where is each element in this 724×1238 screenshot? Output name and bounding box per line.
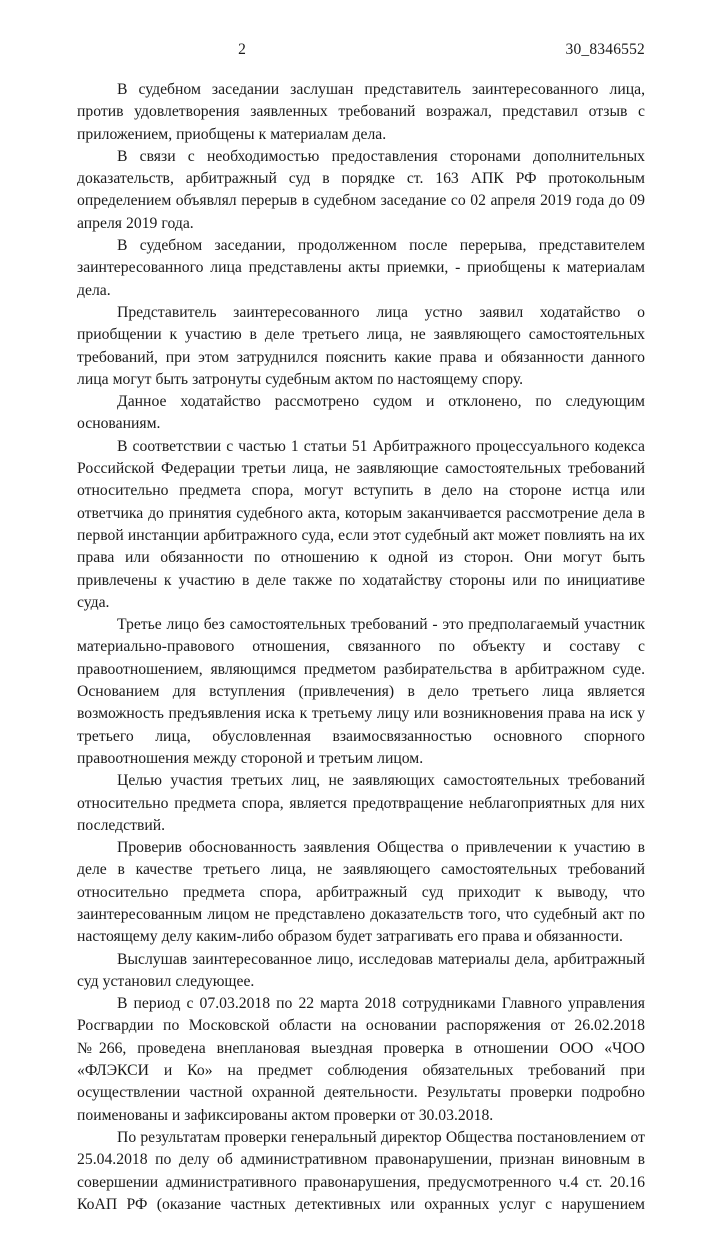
page-header: [77, 38, 645, 62]
paragraph: По результатам проверки генеральный директор Общества постановлением от 25.04.2018 по делу об административном правонарушении, признан виновным в совершении административного правонарушения, предусмотренного ч.4 ст. 20.16 КоАП РФ (оказание частных детективных или охранных услуг с нарушением: [77, 1128, 645, 1213]
paragraph: В соответствии с частью 1 статьи 51 Арбитражного процессуального кодекса Российской Федерации третьи лица, не заявляющие самостоятельных требований относительно предмета спора, могут вступить в дело на стороне истца или ответчика до принятия судебного акта, которым заканчивается рассмотрение дела в первой инстанции арбитражного суда, если этот судебный акт может повлиять на их права или обязанности по отношению к одной из сторон. Они могут быть привлечены к участию в деле также по ходатайству стороны или по инициативе суда.: [77, 437, 645, 611]
paragraph: В судебном заседании заслушан представитель заинтересованного лица, против удовлетворения заявленных требований возражал, представил отзыв с приложением, приобщены к материалам дела.: [77, 81, 645, 143]
paragraph: Представитель заинтересованного лица устно заявил ходатайство о приобщении к участию в деле третьего лица, не заявляющего самостоятельных требований, при этом затруднился пояснить какие права и обязанности данного лица могут быть затронуты судебным актом по настоящему спору.: [77, 303, 645, 388]
document-id: 30_8346552: [565, 41, 645, 58]
paragraph: Третье лицо без самостоятельных требований - это предполагаемый участник материально-правового отношения, связанного по объекту и составу с правоотношением, являющимся предметом разбирательства в арбитражном суде. Основанием для вступления (привлечения) в дело третьего лица является возможность предъявления иска к третьему лицу или возникновения права на иск у третьего лица, обусловленная взаимосвязанностью основного спорного правоотношения между стороной и третьим лицом.: [77, 616, 645, 767]
paragraph: Целью участия третьих лиц, не заявляющих самостоятельных требований относительно предмета спора, является предотвращение неблагоприятных для них последствий.: [77, 772, 645, 834]
paragraph: В связи с необходимостью предоставления сторонами дополнительных доказательств, арбитражный суд в порядке ст. 163 АПК РФ протокольным определением объявлял перерыв в судебном заседание со 02 апреля 2019 года до 09 апреля 2019 года.: [77, 147, 645, 232]
paragraph: В судебном заседании, продолженном после перерыва, представителем заинтересованного лица представлены акты приемки, - приобщены к материалам дела.: [77, 237, 645, 299]
paragraph: В период с 07.03.2018 по 22 марта 2018 сотрудниками Главного управления Росгвардии по Московской области на основании распоряжения от 26.02.2018 №266, проведена внеплановая выездная проверка в отношении ООО «ЧОО «ФЛЭКСИ и Ко» на предмет соблюдения обязательных требований при осуществлении частной охранной деятельности. Результаты проверки подробно поименованы и зафиксированы актом проверки от 30.03.2018.: [77, 995, 645, 1124]
paragraph: Проверив обоснованность заявления Общества о привлечении к участию в деле в качестве третьего лица, не заявляющего самостоятельных требований относительно предмета спора, арбитражный суд приходит к выводу, что заинтересованным лицом не представлено доказательств того, что судебный акт по настоящему делу каким-либо образом будет затрагивать его права и обязанности.: [77, 839, 645, 946]
paragraph: Данное ходатайство рассмотрено судом и отклонено, по следующим основаниям.: [77, 393, 645, 433]
document-body: [77, 79, 645, 1238]
paragraph: Выслушав заинтересованное лицо, исследовав материалы дела, арбитражный суд установил следующее.: [77, 950, 645, 990]
page-number: 2: [238, 41, 246, 58]
